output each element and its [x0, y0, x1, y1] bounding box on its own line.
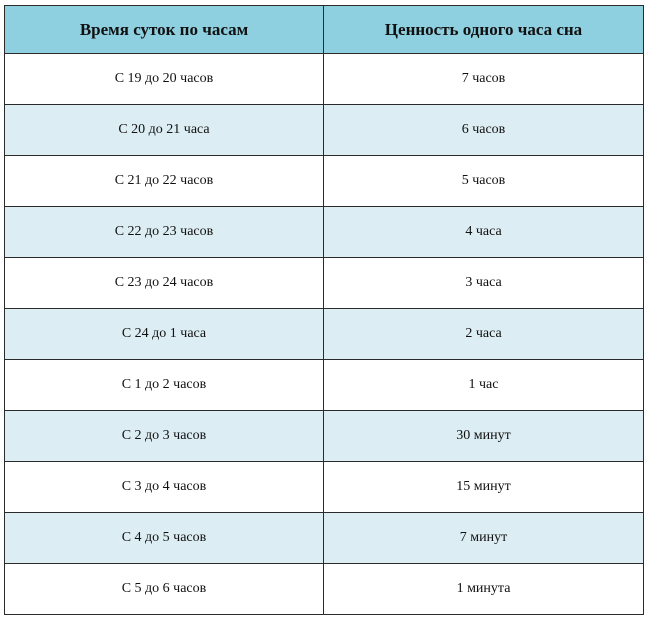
table-row [5, 360, 644, 411]
time-cell: С 1 до 2 часов [5, 360, 324, 411]
table-row [5, 564, 644, 615]
time-cell: С 21 до 22 часов [5, 156, 324, 207]
value-cell: 15 минут [324, 462, 644, 513]
time-cell: С 5 до 6 часов [5, 564, 324, 615]
table-row [5, 411, 644, 462]
value-cell: 6 часов [324, 105, 644, 156]
value-cell: 3 часа [324, 258, 644, 309]
value-cell: 1 час [324, 360, 644, 411]
table-row [5, 513, 644, 564]
time-cell: С 20 до 21 часа [5, 105, 324, 156]
value-cell: 30 минут [324, 411, 644, 462]
table-row [5, 258, 644, 309]
value-cell: 1 минута [324, 564, 644, 615]
table-row [5, 54, 644, 105]
value-cell: 7 часов [324, 54, 644, 105]
table-row [5, 207, 644, 258]
time-cell: С 24 до 1 часа [5, 309, 324, 360]
header-sleep-hour-value: Ценность одного часа сна [324, 6, 644, 54]
table-row [5, 156, 644, 207]
table-header-row [5, 6, 644, 54]
table-row [5, 462, 644, 513]
sleep-value-table [4, 5, 644, 615]
value-cell: 5 часов [324, 156, 644, 207]
time-cell: С 2 до 3 часов [5, 411, 324, 462]
header-time-of-day: Время суток по часам [5, 6, 324, 54]
time-cell: С 22 до 23 часов [5, 207, 324, 258]
table-row [5, 105, 644, 156]
value-cell: 7 минут [324, 513, 644, 564]
value-cell: 4 часа [324, 207, 644, 258]
value-cell: 2 часа [324, 309, 644, 360]
time-cell: С 3 до 4 часов [5, 462, 324, 513]
time-cell: С 19 до 20 часов [5, 54, 324, 105]
table-row [5, 309, 644, 360]
time-cell: С 4 до 5 часов [5, 513, 324, 564]
time-cell: С 23 до 24 часов [5, 258, 324, 309]
